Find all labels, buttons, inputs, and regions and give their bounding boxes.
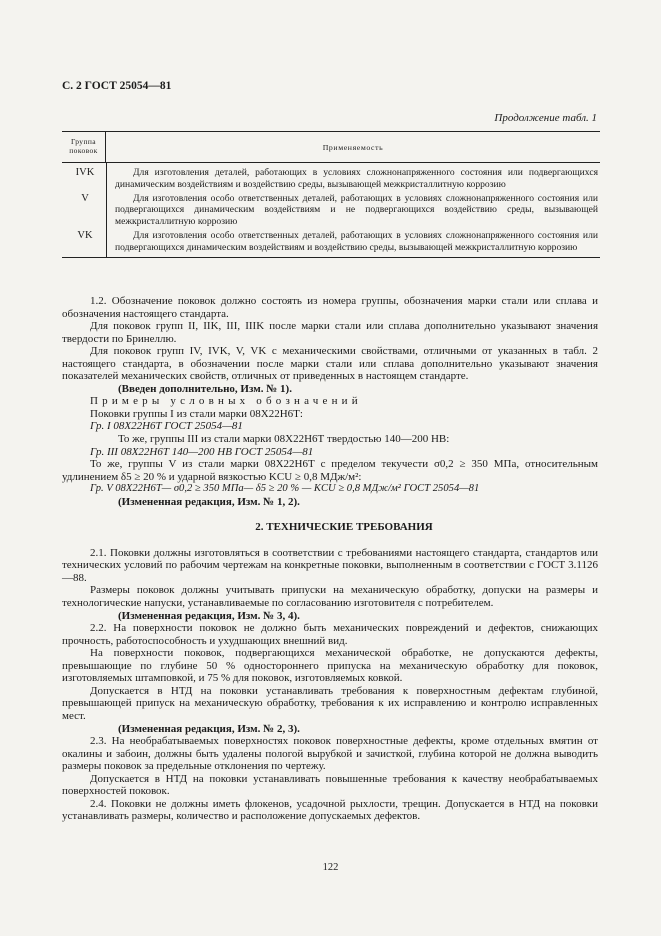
amendment-note: (Измененная редакция, Изм. № 2, 3). <box>118 722 300 735</box>
paragraph: Для поковок групп IV, IVK, V, VK с механическими свойствами, отличными от указанных в табл. 2 настоящего стандарта, в обозначении после марки стали или сплава дополнительно указывают значения показателей механических свойств, отличных от приведенных в настоящем стандарте. <box>62 345 598 383</box>
amendment-note: (Измененная редакция, Изм. № 1, 2). <box>118 495 300 508</box>
example-intro: Поковки группы I из стали марки 08Х22Н6Т: <box>90 407 303 420</box>
use-cell: Для изготовления особо ответственных деталей, работающих в условиях сложнонапряженного состояния или подвергающихся динамическим воздействиям и не подвергающихся воздействию среды, вызывающей межкристаллитную коррозию <box>115 192 598 228</box>
section-title: 2. ТЕХНИЧЕСКИЕ ТРЕБОВАНИЯ <box>255 521 433 534</box>
example-designation: Гр. I 08Х22Н6Т ГОСТ 25054—81 <box>90 420 243 433</box>
group-cell: IVK <box>75 167 95 178</box>
page-number: 122 <box>322 862 339 873</box>
amendment-note: (Измененная редакция, Изм. № 3, 4). <box>118 609 300 622</box>
table-continuation-label: Продолжение табл. 1 <box>494 112 597 124</box>
paragraph: 2.3. На необрабатываемых поверхностях поковок поверхностные дефекты, кроме отдельных вмятин от окалины и забоин, должны быть удалены пологой вырубкой и зачисткой, глубина которой не должна выводить размеры поковок за предельные отклонения по чертежу. <box>62 735 598 773</box>
table-header-row <box>62 131 600 163</box>
paragraph: 2.1. Поковки должны изготовляться в соответствии с требованиями настоящего стандарта, стандартов или технических условий по рабочим чертежам на конкретные поковки, выполненным в соответствии с ГОСТ 3.1126—88. <box>62 546 598 584</box>
group-cell: V <box>81 192 89 204</box>
table-row <box>75 167 598 191</box>
paragraph: Допускается в НТД на поковки устанавливать повышенные требования к качеству необрабатываемых поверхностей поковок. <box>62 772 598 798</box>
paragraph: Для поковок групп II, IIK, III, IIIK после марки стали или сплава дополнительно указывают значения твердости по Бринеллю. <box>62 320 598 345</box>
paragraph: На поверхности поковок, подвергающихся механической обработке, не допускаются дефекты, превышающие по глубине 50 % одностороннего припуска на механическую обработку для поковок, изготовляемых штамповкой, и 75 % для поковок, изготовляемых ковкой. <box>62 647 598 685</box>
examples-title: Примеры условных обозначений <box>90 395 362 408</box>
page-header: С. 2 ГОСТ 25054—81 <box>62 80 172 92</box>
use-cell: Для изготовления особо ответственных деталей, работающих в условиях сложнонапряженного состояния или подвергающихся динамическим воздействиям и воздействию среды, вызывающей межкристаллитную коррозию <box>115 229 598 253</box>
table-body <box>62 163 600 258</box>
use-cell: Для изготовления деталей, работающих в условиях сложнонапряженного состояния или подвергающихся динамическим воздействиям и воздействию среды, вызывающей межкристаллитную коррозию <box>115 167 598 190</box>
paragraph: 2.2. На поверхности поковок не должно быть механических повреждений и дефектов, снижающих прочность, работоспособность и ухудшающих внешний вид. <box>62 622 598 647</box>
example-designation: Гр. III 08Х22Н6Т 140—200 НВ ГОСТ 25054—81 <box>90 445 314 458</box>
body-text <box>62 295 598 823</box>
table-row <box>77 229 598 254</box>
paragraph: Размеры поковок должны учитывать припуски на механическую обработку, допуски на размеры и технологические напуски, устанавливаемые по согласованию изготовителя с потребителем. <box>62 584 598 610</box>
table-row <box>81 192 598 228</box>
paragraph: 2.4. Поковки не должны иметь флокенов, усадочной рыхлости, трещин. Допускается в НТД на поковки устанавливать размеры, количество и расположение допускаемых дефектов. <box>62 797 598 823</box>
paragraph: 1.2. Обозначение поковок должно состоять из номера группы, обозначения марки стали или сплава и обозначения настоящего стандарта. <box>62 295 598 320</box>
example-intro: То же, группы V из стали марки 08Х22Н6Т с пределом текучести σ0,2 ≥ 350 МПа, относительным удлинением δ5 ≥ 20 % и ударной вязкостью KCU ≥ 0,8 МДж/м²: <box>62 458 598 483</box>
paragraph: Допускается в НТД на поковки устанавливать требования к поверхностным дефектам глубиной, превышающей припуск на механическую обработку, требования к их исправлению и контролю исправленных мест. <box>62 684 598 722</box>
example-intro: То же, группы III из стали марки 08Х22Н6Т твердостью 140—200 НВ: <box>118 433 450 446</box>
example-designation: Гр. V 08Х22Н6Т— σ0,2 ≥ 350 МПа— δ5 ≥ 20 % — KCU ≥ 0,8 МДж/м² ГОСТ 25054—81 <box>90 483 480 495</box>
table-header-use: Применяемость <box>322 143 384 152</box>
applicability-table <box>62 131 600 258</box>
group-cell: VK <box>77 229 93 241</box>
table-header-group: Группа поковок <box>62 132 106 162</box>
amendment-note: (Введен дополнительно, Изм. № 1). <box>118 382 292 395</box>
